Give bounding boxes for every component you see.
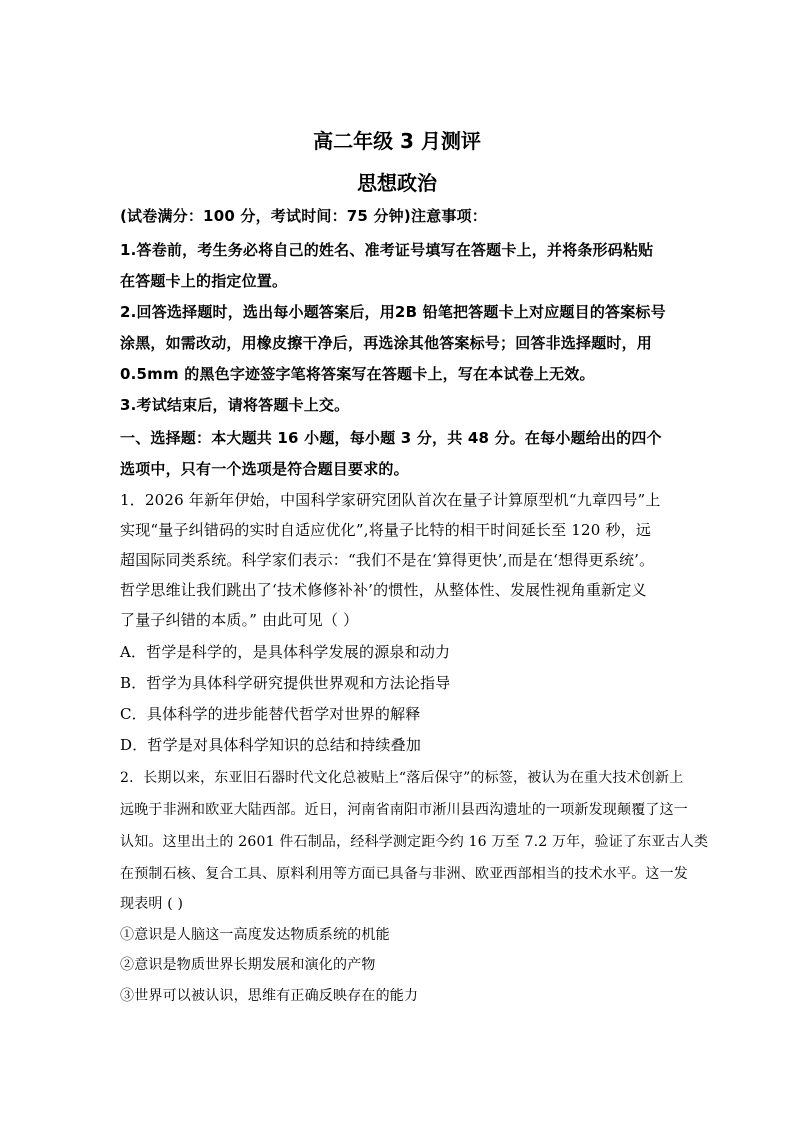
question-2-line-2: 远晚于非洲和欧亚大陆西部。近日，河南省南阳市淅川县西沟遗址的一项新发现颠覆了这一 (120, 802, 688, 818)
note-line-2: 在答题卡上的指定位置。 (120, 272, 288, 290)
question-2-line-5: 现表明 ( ) (120, 896, 184, 912)
question-2-choice-2: ②意识是物质世界长期发展和演化的产物 (120, 957, 376, 973)
question-1-option-a: A．哲学是科学的，是具体科学发展的源泉和动力 (120, 643, 451, 661)
section-heading-2: 选项中，只有一个选项是符合题目要求的。 (120, 460, 409, 478)
question-2-choice-1: ①意识是人脑这一高度发达物质系统的机能 (120, 927, 390, 943)
exam-header-note: (试卷满分：100 分，考试时间：75 分钟)注意事项： (120, 207, 487, 225)
note-line-4: 涂黑，如需改动，用橡皮擦干净后，再选涂其他答案标号；回答非选择题时，用 (120, 334, 653, 352)
question-1-line-4: 哲学思维让我们跳出了‘技术修修补补’的惯性，从整体性、发展性视角重新定义 (120, 581, 647, 599)
question-1-option-d: D．哲学是对具体科学知识的总结和持续叠加 (120, 736, 422, 754)
question-1-line-5: 了量子纠错的本质。” 由此可见（ ） (120, 611, 359, 629)
question-1-line-1: 1．2026 年新年伊始，中国科学家研究团队首次在量子计算原型机“九章四号”上 (120, 491, 661, 509)
question-1-option-c: C．具体科学的进步能替代哲学对世界的解释 (120, 705, 421, 723)
note-line-3: 2.回答选择题时，选出每小题答案后，用2B 铅笔把答题卡上对应题目的答案标号 (120, 303, 666, 321)
question-2-choice-3: ③世界可以被认识，思维有正确反映存在的能力 (120, 988, 419, 1004)
section-heading-1: 一、选择题：本大题共 16 小题，每小题 3 分，共 48 分。在每小题给出的四个 (120, 429, 662, 447)
note-line-1: 1.答卷前，考生务必将自己的姓名、准考证号填写在答题卡上，并将条形码粘贴 (120, 241, 654, 259)
note-line-6: 3.考试结束后，请将答题卡上交。 (120, 396, 350, 414)
subject-title: 思想政治 (357, 171, 437, 195)
exam-title: 高二年级 3 月测评 (313, 129, 481, 153)
question-1-option-b: B．哲学为具体科学研究提供世界观和方法论指导 (120, 674, 451, 692)
question-1-line-2: 实现“量子纠错码的实时自适应优化”,将量子比特的相干时间延长至 120 秒，远 (120, 521, 652, 539)
question-1-line-3: 超国际同类系统。科学家们表示：“我们不是在‘算得更快’,而是在‘想得更系统’。 (120, 551, 655, 569)
note-line-5: 0.5mm 的黑色字迹签字笔将答案写在答题卡上，写在本试卷上无效。 (120, 365, 595, 383)
question-2-line-3: 认知。这里出土的 2601 件石制品，经科学测定距今约 16 万至 7.2 万年，验证了东亚古人类 (120, 834, 709, 850)
question-2-line-1: 2．长期以来，东亚旧石器时代文化总被贴上“落后保守”的标签，被认为在重大技术创新上 (120, 770, 684, 786)
question-2-line-4: 在预制石核、复合工具、原料利用等方面已具备与非洲、欧亚西部相当的技术水平。这一发 (120, 866, 688, 882)
